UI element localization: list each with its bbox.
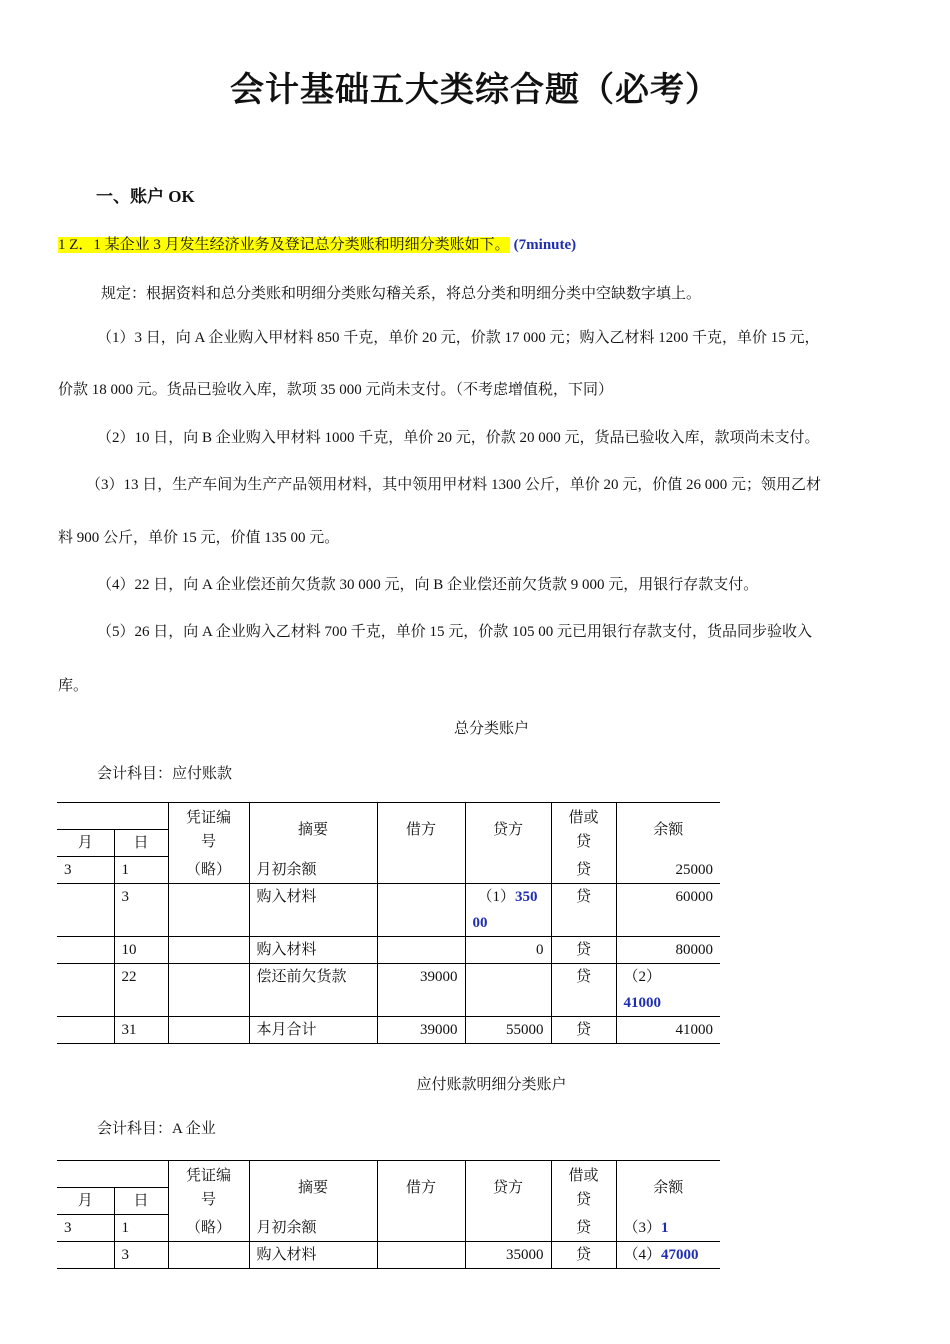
section-heading: 一、账户 OK — [96, 187, 195, 206]
dc-header: 借或 贷 — [551, 803, 616, 857]
balance-header: 余额 — [616, 1161, 720, 1215]
rule-text: 规定：根据资料和总分类账和明细分类账勾稽关系，将总分类和明细分类中空缺数字填上。 — [101, 286, 702, 302]
credit-header: 贷方 — [465, 1161, 551, 1215]
answer-2-cell: （2） 41000 — [616, 964, 720, 1017]
detail-ledger-table — [57, 1160, 720, 1269]
item-2: （2）10 日，向 B 企业购入甲材料 1000 千克，单价 20 元，价款 20 000 元，货品已验收入库，款项尚未支付。 — [97, 430, 820, 446]
table-row: 3 购入材料 35000 贷 （4）47000 — [57, 1242, 720, 1269]
answer-4-cell: （4）47000 — [616, 1242, 720, 1269]
item-5b: 库。 — [58, 678, 89, 694]
page-title: 会计基础五大类综合题（必考） — [230, 72, 720, 109]
general-ledger-table — [57, 802, 720, 1044]
question-time: (7minute) — [513, 237, 577, 253]
month-header: 月 — [57, 830, 114, 857]
summary-header: 摘要 — [249, 1161, 377, 1215]
item-5a: （5）26 日，向 A 企业购入乙材料 700 千克，单价 15 元，价款 105 00 元已用银行存款支付，货品同步验收入 — [97, 624, 813, 640]
voucher-header: 凭证编 号 — [168, 803, 249, 857]
item-3b: 料 900 公斤，单价 15 元，价值 135 00 元。 — [58, 530, 340, 546]
ledger1-caption: 总分类账户 — [453, 721, 529, 737]
item-3a: （3）13 日，生产车间为生产产品领用材料，其中领用甲材料 1300 公斤，单价 20 元，价值 26 000 元；领用乙材 — [86, 477, 822, 493]
day-header: 日 — [114, 830, 168, 857]
ledger1-subject: 会计科目：应付账款 — [97, 766, 233, 782]
item-4: （4）22 日，向 A 企业偿还前欠货款 30 000 元，向 B 企业偿还前欠货款 9 000 元，用银行存款支付。 — [97, 577, 759, 593]
date-header — [57, 1161, 168, 1188]
table-row: 10 购入材料 0 贷 80000 — [57, 937, 720, 964]
balance-header: 余额 — [616, 803, 720, 857]
answer-1-cell: （1）350 00 — [465, 884, 551, 937]
day-header: 日 — [114, 1188, 168, 1215]
dc-header: 借或 贷 — [551, 1161, 616, 1215]
voucher-header: 凭证编 号 — [168, 1161, 249, 1215]
date-header — [57, 803, 168, 830]
question-line — [58, 233, 576, 254]
table-row: 3 1 （略） 月初余额 贷 25000 — [57, 857, 720, 884]
table-row: 3 购入材料 （1）350 00 贷 60000 — [57, 884, 720, 937]
question-label: 1 Z．1 某企业 3 月发生经济业务及登记总分类账和明细分类账如下。 — [58, 237, 510, 253]
summary-header: 摘要 — [249, 803, 377, 857]
item-1b: 价款 18 000 元。货品已验收入库，款项 35 000 元尚未支付。（不考虑增值税，下同） — [58, 382, 614, 398]
credit-header: 贷方 — [465, 803, 551, 857]
table-row: 22 偿还前欠货款 39000 贷 （2） 41000 — [57, 964, 720, 1017]
ledger2-caption: 应付账款明细分类账户 — [416, 1077, 567, 1093]
item-1a: （1）3 日，向 A 企业购入甲材料 850 千克，单价 20 元，价款 17 000 元；购入乙材料 1200 千克，单价 15 元， — [97, 330, 820, 346]
table-row: 31 本月合计 39000 55000 贷 41000 — [57, 1017, 720, 1044]
debit-header: 借方 — [377, 803, 465, 857]
ledger2-subject: 会计科目：A 企业 — [97, 1121, 216, 1137]
answer-3-cell: （3）1 — [616, 1215, 720, 1242]
table-row: 3 1 （略） 月初余额 贷 （3）1 — [57, 1215, 720, 1242]
month-header: 月 — [57, 1188, 114, 1215]
debit-header: 借方 — [377, 1161, 465, 1215]
